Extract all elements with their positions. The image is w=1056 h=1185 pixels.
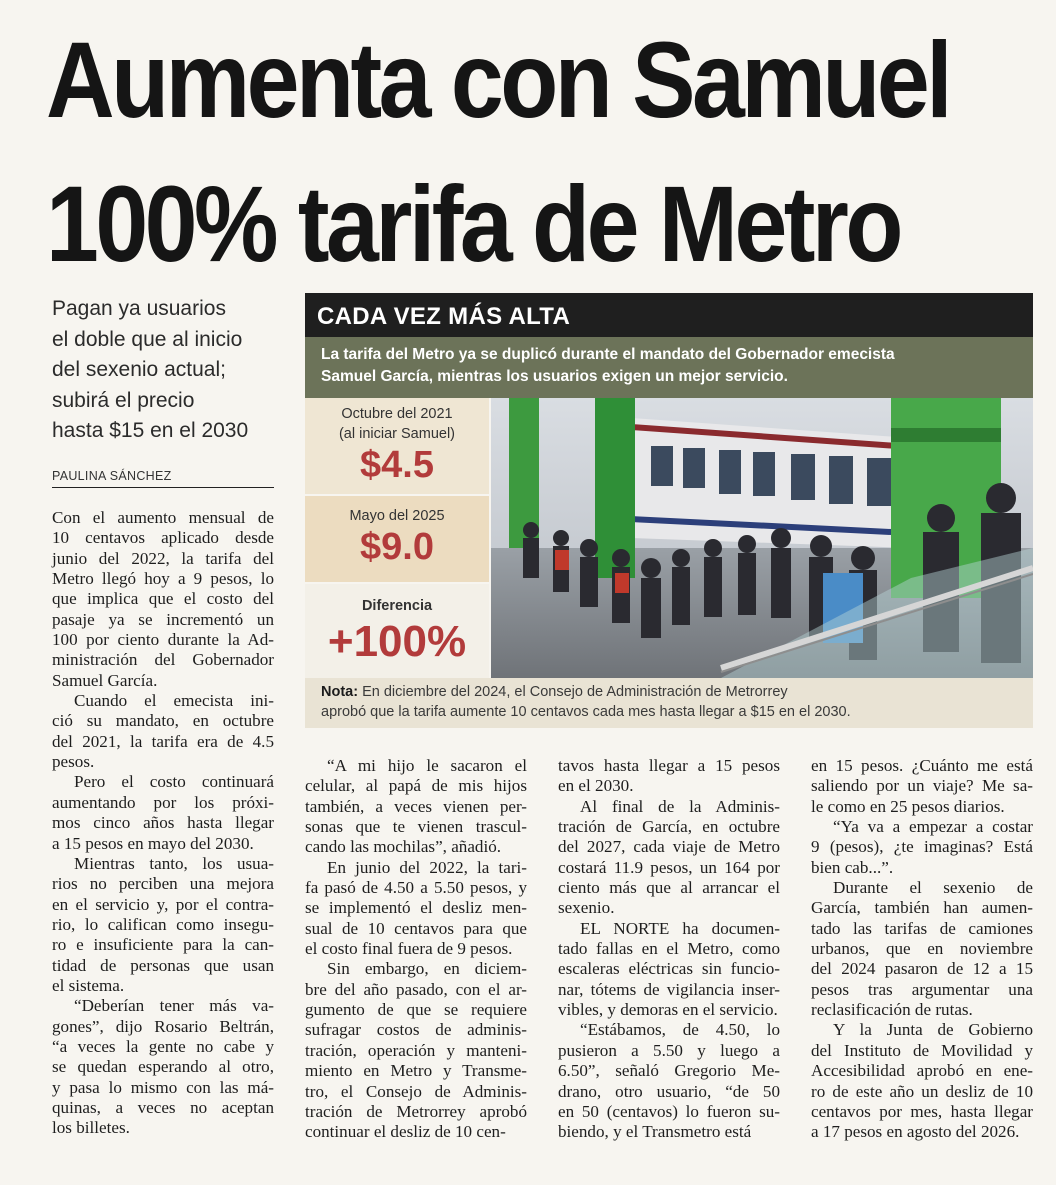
info-box-title: CADA VEZ MÁS ALTA bbox=[305, 293, 1033, 337]
article-line: 100 por ciento durante la Ad- bbox=[52, 630, 274, 650]
article-line: 9 (pesos), ¿te imaginas? Está bbox=[811, 837, 1033, 857]
article-line: a 17 pesos en agosto del 2026. bbox=[811, 1122, 1020, 1142]
article-line: bien cab...”. bbox=[811, 857, 894, 877]
metro-station-photo bbox=[491, 398, 1033, 678]
article-paragraph bbox=[52, 772, 274, 853]
article-column-2 bbox=[305, 756, 527, 1143]
article-line: tado las tarifas de camiones bbox=[811, 918, 1033, 938]
article-line: García, también han aumen- bbox=[811, 898, 1033, 918]
article-line: que implica que el costo del bbox=[52, 589, 274, 609]
article-line: “a veces la gente no cabe y bbox=[52, 1036, 274, 1056]
article-line: Sin embargo, en diciem- bbox=[327, 959, 527, 979]
article-paragraph bbox=[811, 878, 1033, 1020]
article-line: “Ya va a empezar a costar bbox=[833, 817, 1033, 837]
fare-stat-value: $9.0 bbox=[360, 526, 434, 568]
article-line: biendo, y el Transmetro está bbox=[558, 1122, 752, 1142]
article-line: Al final de la Adminis- bbox=[580, 796, 780, 816]
article-line: gumento de que se requiere bbox=[305, 1000, 527, 1020]
article-paragraph bbox=[52, 691, 274, 772]
byline: PAULINA SÁNCHEZ bbox=[52, 469, 274, 488]
article-line: también, a veces vienen per- bbox=[305, 796, 527, 816]
fare-stat-value: +100% bbox=[327, 617, 467, 666]
deck-line: Pagan ya usuarios bbox=[52, 297, 226, 320]
deck-line: el doble que al inicio bbox=[52, 327, 243, 351]
article-line: ció su mandato, en octubre bbox=[52, 711, 274, 731]
article-line: EL NORTE ha documen- bbox=[580, 918, 780, 938]
info-box-body bbox=[305, 398, 1033, 678]
fare-stat-2025 bbox=[305, 496, 489, 582]
article-paragraph bbox=[305, 756, 527, 858]
deck-subheadline bbox=[52, 294, 282, 447]
article-line: Cuando el emecista ini- bbox=[74, 691, 274, 711]
article-paragraph bbox=[811, 817, 1033, 878]
article-paragraph bbox=[305, 959, 527, 1142]
article-line: 10 centavos aplicado desde bbox=[52, 528, 274, 548]
article-line: pasaje ya se incrementó un bbox=[52, 609, 274, 629]
article-line: pusieron a 5.50 y luego a bbox=[558, 1040, 780, 1060]
article-line: Y la Junta de Gobierno bbox=[833, 1020, 1033, 1040]
article-paragraph bbox=[52, 854, 274, 996]
headline-line-1: Aumenta con Samuel bbox=[46, 19, 950, 140]
article-line: cando las mochilas”, añadió. bbox=[305, 837, 502, 857]
article-line: del 2027, cada viaje de Metro bbox=[558, 837, 780, 857]
article-line: Samuel García. bbox=[52, 670, 158, 690]
article-line: el sistema. bbox=[52, 975, 125, 995]
article-paragraph bbox=[52, 996, 274, 1138]
article-line: le como en 25 pesos diarios. bbox=[811, 796, 1005, 816]
article-line: Pero el costo continuará bbox=[74, 772, 274, 792]
article-line: rio, lo califican como insegu- bbox=[52, 914, 274, 934]
article-line: Metro llegó hoy a 9 pesos, lo bbox=[52, 569, 274, 589]
article-line: en el 2030. bbox=[558, 776, 634, 796]
article-line: sonas que te vienen trascul- bbox=[305, 817, 527, 837]
note-line: aprobó que la tarifa aumente 10 centavos cada mes hasta llegar a $15 en el 2030. bbox=[321, 704, 851, 720]
article-line: quinas, a veces no aceptan bbox=[52, 1097, 274, 1117]
info-box-subtitle-line: Samuel García, mientras los usuarios exigen un mejor servicio. bbox=[321, 368, 788, 385]
article-paragraph bbox=[558, 1020, 780, 1142]
article-line: escaleras eléctricas sin funcio- bbox=[558, 959, 780, 979]
article-line: el costo final fuera de 9 pesos. bbox=[305, 939, 513, 959]
article-line: en 15 pesos. ¿Cuánto me está bbox=[811, 756, 1033, 775]
article-line: tavos hasta llegar a 15 pesos bbox=[558, 756, 780, 775]
fare-stat-label: Octubre del 2021 bbox=[341, 406, 453, 422]
article-line: miento en Metro y Transme- bbox=[305, 1061, 527, 1081]
note-line bbox=[321, 682, 1033, 702]
fare-stat-label: Diferencia bbox=[361, 598, 433, 614]
article-line: Durante el sexenio de bbox=[833, 878, 1033, 898]
article-line: se implementó el desliz men- bbox=[305, 898, 527, 918]
article-line: ciento más que al arrancar el bbox=[558, 878, 780, 898]
fare-stats bbox=[305, 398, 489, 678]
article-line: del 2024 pasaron de 12 a 15 bbox=[811, 959, 1033, 979]
article-line: se quedan esperando al otro, bbox=[52, 1057, 274, 1077]
article-line: del Instituto de Movilidad y bbox=[811, 1040, 1033, 1060]
info-box bbox=[305, 293, 1033, 728]
article-column-1 bbox=[52, 508, 274, 1139]
article-line: en 50 (centavos) lo fueron su- bbox=[558, 1101, 780, 1121]
info-box-subtitle bbox=[305, 337, 1033, 398]
article-line: y pasa lo mismo con las má- bbox=[52, 1077, 274, 1097]
headline bbox=[46, 8, 950, 296]
article-line: “Deberían tener más va- bbox=[74, 996, 274, 1016]
article-line: 6.50”, señaló Gregorio Me- bbox=[558, 1061, 780, 1081]
article-paragraph bbox=[558, 756, 780, 797]
deck-line: subirá el precio bbox=[52, 388, 195, 412]
article-line: reclasificación de rutas. bbox=[811, 1000, 973, 1020]
article-paragraph bbox=[305, 858, 527, 960]
article-line: sual de 10 centavos para que bbox=[305, 918, 527, 938]
article-line: celular, al papá de mis hijos bbox=[305, 776, 527, 796]
article-column-3 bbox=[558, 756, 780, 1143]
article-line: tración de Metrorrey aprobó bbox=[305, 1101, 527, 1121]
article-line: pesos. bbox=[52, 752, 95, 772]
article-line: vibles, y demoras en el servicio. bbox=[558, 1000, 778, 1020]
article-line: a 15 pesos en mayo del 2030. bbox=[52, 833, 254, 853]
fare-stat-sublabel: (al iniciar Samuel) bbox=[338, 426, 456, 442]
article-line: tración de García, en octubre bbox=[558, 817, 780, 837]
article-line: pesos tras argumentar una bbox=[811, 979, 1033, 999]
article-line: sufragar costos de adminis- bbox=[305, 1020, 527, 1040]
article-line: nar, tótems de vigilancia inser- bbox=[558, 979, 780, 999]
note-lead: Nota: bbox=[321, 684, 359, 700]
article-line: ro e insuficiente para la can- bbox=[52, 935, 274, 955]
article-column-4 bbox=[811, 756, 1033, 1143]
fare-stat-difference bbox=[305, 584, 489, 678]
article-line: “A mi hijo le sacaron el bbox=[327, 756, 527, 775]
article-line: gones”, dijo Rosario Beltrán, bbox=[52, 1016, 274, 1036]
article-line: del 2021, la tarifa era de 4.5 bbox=[52, 731, 274, 751]
article-line: Accesibilidad aprobó en ene- bbox=[811, 1061, 1033, 1081]
article-line: ministración del Gobernador bbox=[52, 650, 274, 670]
fare-stat-2021 bbox=[305, 398, 489, 494]
deck-line: del sexenio actual; bbox=[52, 358, 226, 381]
article-line: drano, otro usuario, “de 50 bbox=[558, 1081, 780, 1101]
article-line: bre del año pasado, con el ar- bbox=[305, 979, 527, 999]
article-line: tración, operación y manteni- bbox=[305, 1040, 527, 1060]
article-line: tidad de personas que usan bbox=[52, 955, 274, 975]
note-text: En diciembre del 2024, el Consejo de Administración de Metrorrey bbox=[358, 684, 788, 700]
article-line: centavos por mes, hasta llegar bbox=[811, 1101, 1033, 1121]
article-line: saliendo por un viaje? Me sa- bbox=[811, 776, 1033, 796]
article-line: “Estábamos, de 4.50, lo bbox=[580, 1020, 780, 1040]
article-line: En junio del 2022, la tari- bbox=[327, 857, 527, 877]
article-paragraph bbox=[811, 1020, 1033, 1142]
article-line: rios no perciben una mejora bbox=[52, 874, 274, 894]
headline-line-2: 100% tarifa de Metro bbox=[46, 163, 900, 284]
deck-line: hasta $15 en el 2030 bbox=[52, 419, 249, 442]
article-line: costará 11.9 pesos, un 164 por bbox=[558, 857, 780, 877]
article-line: sexenio. bbox=[558, 898, 615, 918]
article-line: Con el aumento mensual de bbox=[52, 508, 274, 527]
article-paragraph bbox=[558, 797, 780, 919]
article-line: mos cinco años hasta llegar bbox=[52, 813, 274, 833]
article-line: urbanos, que en noviembre bbox=[811, 939, 1033, 959]
article-line: en el servicio y, por el contra- bbox=[52, 894, 274, 914]
article-line: ro de este año un desliz de 10 bbox=[811, 1081, 1033, 1101]
article-line: fa pasó de 4.50 a 5.50 pesos, y bbox=[305, 878, 527, 898]
article-line: Mientras tanto, los usua- bbox=[74, 853, 274, 873]
info-box-subtitle-line: La tarifa del Metro ya se duplicó durante el mandato del Gobernador emecista bbox=[321, 346, 895, 363]
fare-stat-value: $4.5 bbox=[360, 444, 434, 486]
article-paragraph bbox=[52, 508, 274, 691]
article-paragraph bbox=[811, 756, 1033, 817]
article-line: junio del 2022, la tarifa del bbox=[52, 548, 274, 568]
article-paragraph bbox=[558, 919, 780, 1021]
article-line: tado fallas en el Metro, como bbox=[558, 939, 780, 959]
metro-platform-illustration bbox=[491, 398, 1033, 678]
article-line: los billetes. bbox=[52, 1118, 130, 1138]
article-line: tro, el Consejo de Adminis- bbox=[305, 1081, 527, 1101]
article-line: continuar el desliz de 10 cen- bbox=[305, 1122, 506, 1142]
info-box-note bbox=[305, 678, 1033, 728]
article-line: aumentando por los próxi- bbox=[52, 792, 274, 812]
fare-stat-label: Mayo del 2025 bbox=[349, 508, 445, 524]
